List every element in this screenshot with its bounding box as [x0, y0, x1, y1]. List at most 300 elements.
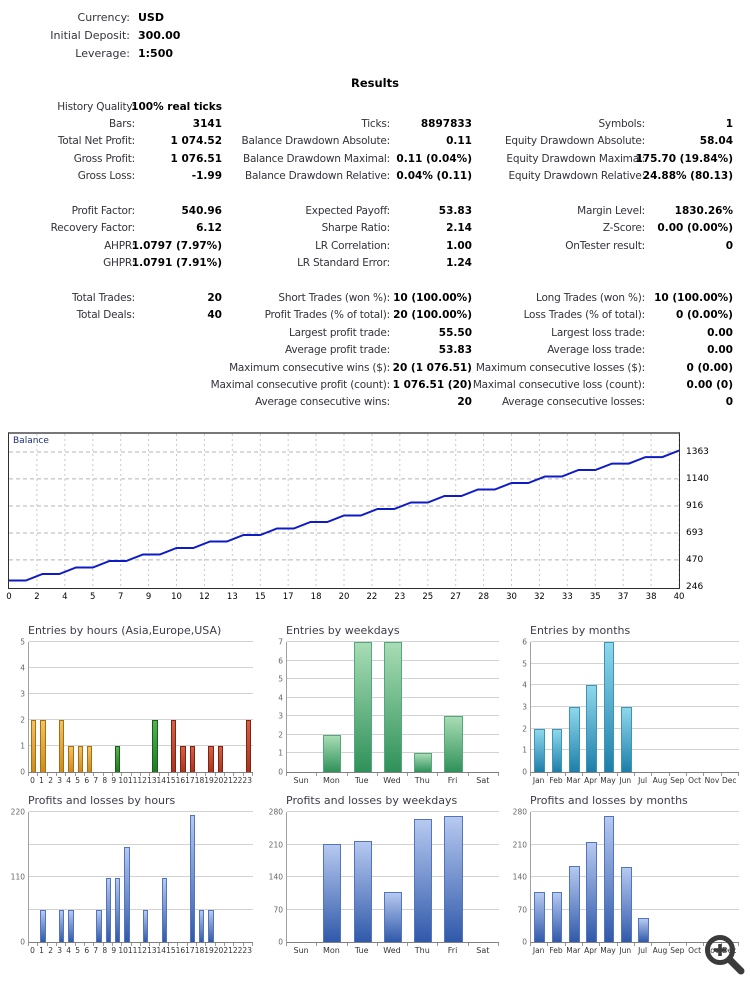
stat-value: 0: [725, 239, 733, 252]
y-tick-label: 70: [517, 905, 527, 914]
y-tick-label: 6: [522, 637, 527, 647]
gridline: [287, 811, 499, 812]
x-tick-label: Feb: [549, 776, 563, 785]
balance-x-tick-label: 2: [34, 592, 40, 602]
bar: [68, 746, 73, 772]
gridline: [29, 693, 253, 694]
bar: [552, 892, 562, 942]
stat-value: 10 (100.00%): [654, 291, 733, 304]
stat-value: 20: [457, 396, 472, 409]
x-tick: [498, 773, 499, 776]
x-tick-label: Dec: [722, 946, 737, 955]
account-row: [0, 8, 750, 26]
plot-area: [268, 807, 499, 947]
x-tick-label: 6: [84, 776, 90, 785]
stat-value: 0.04% (0.11): [396, 170, 472, 183]
bar: [621, 707, 631, 772]
balance-x-tick-label: 25: [422, 592, 434, 602]
x-tick-label: 13: [146, 946, 157, 955]
stat-value: 8897833: [420, 118, 472, 131]
stats-row: [0, 237, 750, 254]
x-tick-label: Oct: [688, 946, 702, 955]
balance-x-tick-label: 10: [171, 592, 182, 602]
bar: [534, 892, 544, 942]
bar: [106, 878, 111, 942]
gridline: [531, 876, 739, 877]
y-tick-label: 3: [522, 702, 527, 712]
gridline: [287, 844, 499, 845]
gridline: [531, 844, 739, 845]
stats-row: [0, 307, 750, 324]
balance-y-tick-label: 916: [686, 501, 704, 511]
x-tick-label: Jan: [532, 946, 545, 955]
x-tick-label: Sun: [293, 776, 309, 785]
stat-label: Total Deals:: [76, 309, 135, 322]
gridline: [29, 641, 253, 642]
stats-row: [0, 324, 750, 341]
balance-x-tick-label: 38: [645, 592, 657, 602]
x-tick-label: 7: [93, 776, 99, 785]
x-tick-label: Aug: [652, 776, 668, 785]
chart-title: Profits and losses by hours: [28, 794, 176, 807]
bar: [384, 642, 402, 772]
y-tick-label: 2: [20, 715, 25, 725]
chart-entries-by-months: [510, 624, 738, 787]
results-title: Results: [351, 76, 399, 90]
bar: [414, 819, 432, 943]
x-tick-label: Sep: [670, 946, 685, 955]
y-tick-label: 0: [278, 937, 283, 947]
x-tick-label: 15: [166, 946, 176, 955]
stat-value: 100% real ticks: [131, 100, 222, 113]
balance-x-tick-label: 20: [338, 592, 350, 602]
x-tick-label: Aug: [652, 946, 668, 955]
stat-label: Equity Drawdown Maximal:: [506, 152, 645, 165]
x-tick-label: Mar: [566, 776, 581, 785]
stat-value: 6.12: [196, 222, 222, 235]
account-info: [0, 0, 750, 62]
bar: [323, 735, 341, 772]
stat-label: Balance Drawdown Maximal:: [242, 152, 390, 165]
bar: [199, 910, 204, 942]
stats-row: [0, 376, 750, 393]
stat-label: Expected Payoff:: [305, 205, 390, 218]
stat-value: 10 (100.00%): [393, 291, 472, 304]
gridline: [29, 667, 253, 668]
y-tick-label: 2: [522, 724, 527, 734]
y-tick-label: 4: [522, 680, 527, 690]
x-tick-label: 3: [57, 946, 62, 955]
gridline: [29, 876, 253, 877]
y-tick-label: 0: [20, 767, 25, 777]
x-tick: [252, 943, 253, 946]
account-value: USD: [138, 10, 164, 24]
stat-label: Long Trades (won %):: [535, 291, 645, 304]
bar: [384, 892, 402, 942]
x-tick-label: Tue: [354, 946, 369, 955]
stats-row: [0, 394, 750, 411]
y-tick-label: 5: [278, 674, 283, 684]
x-tick-label: 9: [111, 946, 117, 955]
x-tick-label: Jun: [619, 776, 632, 785]
x-labels: [286, 946, 498, 957]
bar: [444, 816, 462, 942]
stats-row: [0, 289, 750, 306]
y-tick-label: 0: [20, 937, 25, 947]
x-tick-label: Tue: [354, 776, 369, 785]
bar: [621, 867, 631, 942]
x-tick-label: 4: [66, 776, 72, 785]
x-tick-label: Apr: [584, 946, 598, 955]
stat-value: 2.14: [446, 222, 472, 235]
balance-x-tick-label: 33: [561, 592, 573, 602]
y-tick-label: 210: [512, 840, 527, 849]
x-tick-label: Sat: [476, 946, 490, 955]
stat-label: GHPR:: [103, 257, 135, 270]
stat-value: 40: [207, 309, 222, 322]
plot-area: [512, 807, 739, 947]
stat-value: 0.11 (0.04%): [396, 152, 472, 165]
bar: [246, 720, 251, 772]
account-value: 1:500: [138, 46, 174, 60]
bar: [604, 642, 614, 772]
stat-value: 1 074.52: [170, 135, 222, 148]
account-label: Currency:: [77, 10, 130, 24]
x-tick-label: May: [600, 776, 616, 785]
stat-value: 1: [725, 118, 733, 131]
x-tick-label: 16: [175, 946, 186, 955]
x-tick-label: 10: [118, 776, 128, 785]
x-tick: [252, 773, 253, 776]
stat-label: Symbols:: [598, 118, 645, 131]
x-tick-label: 17: [185, 776, 195, 785]
account-label: Leverage:: [75, 46, 130, 60]
bar: [68, 910, 73, 942]
bar: [218, 746, 223, 772]
stats-row: [0, 185, 750, 202]
stat-label: Equity Drawdown Absolute:: [504, 135, 645, 148]
balance-chart: [8, 432, 748, 608]
y-tick-label: 5: [20, 637, 25, 647]
x-tick-label: Sun: [293, 946, 309, 955]
chart-title: Entries by hours (Asia,Europe,USA): [28, 624, 222, 637]
balance-x-tick-label: 28: [478, 592, 489, 602]
x-tick-label: 10: [118, 946, 128, 955]
y-tick-label: 1: [278, 748, 283, 758]
x-tick-label: 23: [242, 946, 252, 955]
x-tick-label: 22: [232, 776, 243, 785]
bar: [78, 746, 83, 772]
x-labels: [28, 946, 252, 957]
balance-x-tick-label: 18: [310, 592, 322, 602]
stats-row: [0, 150, 750, 167]
chart-title: Profits and losses by weekdays: [286, 794, 458, 807]
x-tick-label: 0: [30, 946, 35, 955]
x-tick-label: 23: [242, 776, 252, 785]
account-row: [0, 26, 750, 44]
stat-label: Z-Score:: [602, 222, 645, 235]
account-row: [0, 44, 750, 62]
stats-row: [0, 341, 750, 358]
x-tick-label: Thu: [414, 776, 430, 785]
bar: [190, 746, 195, 772]
bar: [552, 729, 562, 772]
stat-value: 58.04: [699, 135, 733, 148]
x-tick-label: 11: [127, 946, 138, 955]
y-tick-label: 70: [273, 905, 283, 914]
stat-label: Balance Drawdown Relative:: [245, 170, 390, 183]
y-tick-label: 2: [278, 730, 283, 740]
plot-area: [522, 637, 739, 777]
stat-value: 0.00: [707, 326, 733, 339]
bar: [586, 685, 596, 772]
gridline: [29, 844, 253, 845]
stat-label: LR Standard Error:: [297, 257, 390, 270]
gridline: [531, 706, 739, 707]
stats-row: [0, 220, 750, 237]
stats-row: [0, 272, 750, 289]
stat-label: Maximal consecutive loss (count):: [472, 378, 645, 391]
bar: [40, 720, 45, 772]
x-tick-label: 6: [84, 946, 90, 955]
stat-label: Maximum consecutive losses ($):: [475, 361, 645, 374]
x-tick-label: 21: [223, 776, 233, 785]
stat-value: 3141: [192, 118, 222, 131]
gridline: [531, 663, 739, 664]
bar: [604, 816, 614, 942]
balance-y-tick-label: 1140: [686, 473, 709, 484]
x-tick-label: 7: [93, 946, 99, 955]
balance-x-tick-label: 5: [90, 592, 96, 602]
stat-label: Ticks:: [361, 118, 390, 131]
x-tick-label: 22: [232, 946, 243, 955]
bar: [569, 866, 579, 942]
stat-label: Average consecutive wins:: [255, 396, 390, 409]
y-tick-label: 1: [20, 741, 25, 751]
x-tick-label: 3: [57, 776, 62, 785]
gridline: [531, 728, 739, 729]
x-tick-label: 20: [213, 776, 224, 785]
x-tick-label: Sat: [476, 776, 490, 785]
gridline: [531, 811, 739, 812]
stats-row: [0, 255, 750, 272]
stat-value: 540.96: [181, 205, 222, 218]
gridline: [531, 749, 739, 750]
stat-value: 20: [207, 291, 222, 304]
x-tick-label: 8: [102, 946, 108, 955]
balance-y-tick-label: 470: [686, 554, 704, 565]
chart-profits-by-hours: [8, 794, 252, 957]
x-tick-label: 14: [156, 776, 167, 785]
stat-label: Short Trades (won %):: [278, 291, 390, 304]
bar: [96, 910, 101, 942]
account-value: 300.00: [138, 28, 181, 42]
stat-label: Average profit trade:: [284, 344, 390, 357]
stat-value: 24.88% (80.13): [642, 170, 733, 183]
stat-value: 1.0791 (7.91%): [131, 257, 222, 270]
stat-value: 0.11: [446, 135, 472, 148]
y-tick-label: 210: [268, 840, 283, 849]
balance-x-tick-label: 12: [198, 592, 210, 602]
bar: [569, 707, 579, 772]
x-tick-label: 9: [111, 776, 117, 785]
stat-label: Gross Loss:: [77, 170, 135, 183]
chart-title: Entries by months: [530, 624, 631, 637]
y-tick-label: 110: [10, 872, 25, 882]
stat-value: 1.00: [446, 239, 472, 252]
stat-label: Maximal consecutive profit (count):: [210, 378, 390, 391]
x-tick-label: 19: [204, 776, 214, 785]
stat-value: 1830.26%: [674, 205, 733, 218]
balance-x-tick-label: 22: [366, 592, 378, 602]
x-tick-label: 18: [194, 776, 205, 785]
x-tick-label: 18: [194, 946, 205, 955]
y-tick-label: 3: [20, 689, 25, 699]
x-tick: [738, 773, 739, 776]
bar: [208, 910, 213, 942]
stat-label: Recovery Factor:: [50, 222, 135, 235]
balance-line: [9, 434, 679, 587]
bar: [190, 815, 195, 942]
stat-value: 0: [725, 396, 733, 409]
bar: [87, 746, 92, 772]
x-tick-label: 19: [204, 946, 214, 955]
balance-x-tick-label: 27: [450, 592, 462, 602]
x-tick-label: 21: [223, 946, 233, 955]
balance-x-axis: [6, 592, 685, 604]
stat-value: 20 (1 076.51): [392, 361, 472, 374]
stat-value: 1 076.51 (20): [392, 378, 472, 391]
stats-row: [0, 98, 750, 115]
x-labels: [530, 776, 738, 787]
bar: [40, 910, 45, 942]
balance-x-tick-label: 15: [254, 592, 266, 602]
bar: [162, 878, 167, 942]
bar: [31, 720, 36, 772]
account-label: Initial Deposit:: [50, 28, 130, 42]
gridline: [531, 684, 739, 685]
stats-row: [0, 115, 750, 132]
balance-x-tick-label: 9: [145, 592, 152, 602]
plot-area: [20, 637, 253, 777]
stat-value: 0.00 (0): [686, 378, 733, 391]
y-tick-label: 4: [20, 663, 25, 673]
stat-label: Largest loss trade:: [551, 326, 645, 339]
stat-value: 20 (100.00%): [393, 309, 472, 322]
stat-label: Profit Factor:: [71, 205, 135, 218]
bar: [638, 918, 648, 942]
bar: [59, 720, 64, 772]
balance-x-tick-label: 35: [589, 592, 601, 602]
x-tick-label: 11: [127, 776, 138, 785]
balance-x-tick-label: 30: [506, 592, 517, 602]
y-tick-label: 3: [278, 711, 283, 721]
x-tick-label: May: [600, 946, 616, 955]
x-tick-label: 14: [156, 946, 167, 955]
stat-label: Sharpe Ratio:: [321, 222, 390, 235]
stat-label: OnTester result:: [565, 239, 645, 252]
y-tick-label: 0: [278, 767, 283, 777]
balance-plot-area: [8, 432, 680, 589]
stat-label: AHPR:: [104, 239, 135, 252]
x-tick-label: Jun: [619, 946, 632, 955]
y-tick-label: 0: [522, 767, 527, 777]
x-tick: [498, 943, 499, 946]
gridline: [287, 876, 499, 877]
x-tick-label: 2: [48, 776, 53, 785]
bar: [124, 847, 129, 942]
stat-label: LR Correlation:: [315, 239, 390, 252]
x-tick-label: Sep: [670, 776, 685, 785]
plot-area: [10, 807, 253, 947]
x-labels: [286, 776, 498, 787]
x-tick-label: Wed: [383, 776, 401, 785]
bar: [534, 729, 544, 772]
x-tick-label: 0: [30, 776, 35, 785]
x-tick-label: 8: [102, 776, 108, 785]
stat-label: Average consecutive losses:: [501, 396, 645, 409]
x-tick-label: Feb: [549, 946, 563, 955]
x-tick-label: Fri: [447, 776, 458, 785]
y-tick-label: 220: [10, 807, 25, 817]
x-tick-label: Jan: [532, 776, 545, 785]
stat-value: 0 (0.00): [686, 361, 733, 374]
x-tick-label: 5: [75, 946, 81, 955]
bar: [414, 753, 432, 772]
gridline: [29, 811, 253, 812]
balance-series-label: Balance: [13, 436, 49, 446]
balance-x-tick-label: 23: [394, 592, 406, 602]
x-tick-label: Thu: [414, 946, 430, 955]
x-tick-label: Jul: [638, 776, 648, 785]
stats-row: [0, 359, 750, 376]
y-tick-label: 5: [522, 659, 527, 669]
bar: [115, 746, 120, 772]
bar: [354, 841, 372, 942]
y-tick-label: 4: [278, 693, 283, 703]
stat-label: History Quality:: [57, 100, 135, 113]
stat-label: Bars:: [109, 118, 135, 131]
x-tick-label: 12: [137, 776, 147, 785]
y-tick-label: 280: [512, 807, 527, 817]
stat-value: 1 076.51: [170, 152, 222, 165]
bar: [180, 746, 185, 772]
results-statistics: [0, 98, 750, 411]
x-tick-label: Dec: [722, 776, 737, 785]
zoom-in-icon[interactable]: [702, 932, 748, 978]
balance-x-tick-label: 7: [117, 592, 124, 602]
y-tick-label: 140: [512, 872, 527, 882]
balance-y-tick-label: 246: [686, 582, 704, 592]
x-tick-label: Nov: [704, 776, 720, 785]
stat-value: 0.00 (0.00%): [657, 222, 733, 235]
stat-value: 0 (0.00%): [676, 309, 733, 322]
x-labels: [28, 776, 252, 787]
x-tick-label: 13: [146, 776, 157, 785]
chart-profits-by-weekdays: [266, 794, 498, 957]
balance-x-tick-label: 17: [282, 592, 294, 602]
bar: [143, 910, 148, 942]
stat-label: Balance Drawdown Absolute:: [241, 135, 390, 148]
stat-value: 53.83: [438, 205, 472, 218]
balance-x-tick-label: 13: [226, 592, 238, 602]
gridline: [531, 909, 739, 910]
x-tick-label: Mar: [566, 946, 581, 955]
x-tick-label: 12: [137, 946, 147, 955]
x-tick-label: 5: [75, 776, 81, 785]
stat-label: Equity Drawdown Relative:: [508, 170, 645, 183]
x-tick-label: Mon: [322, 946, 340, 955]
